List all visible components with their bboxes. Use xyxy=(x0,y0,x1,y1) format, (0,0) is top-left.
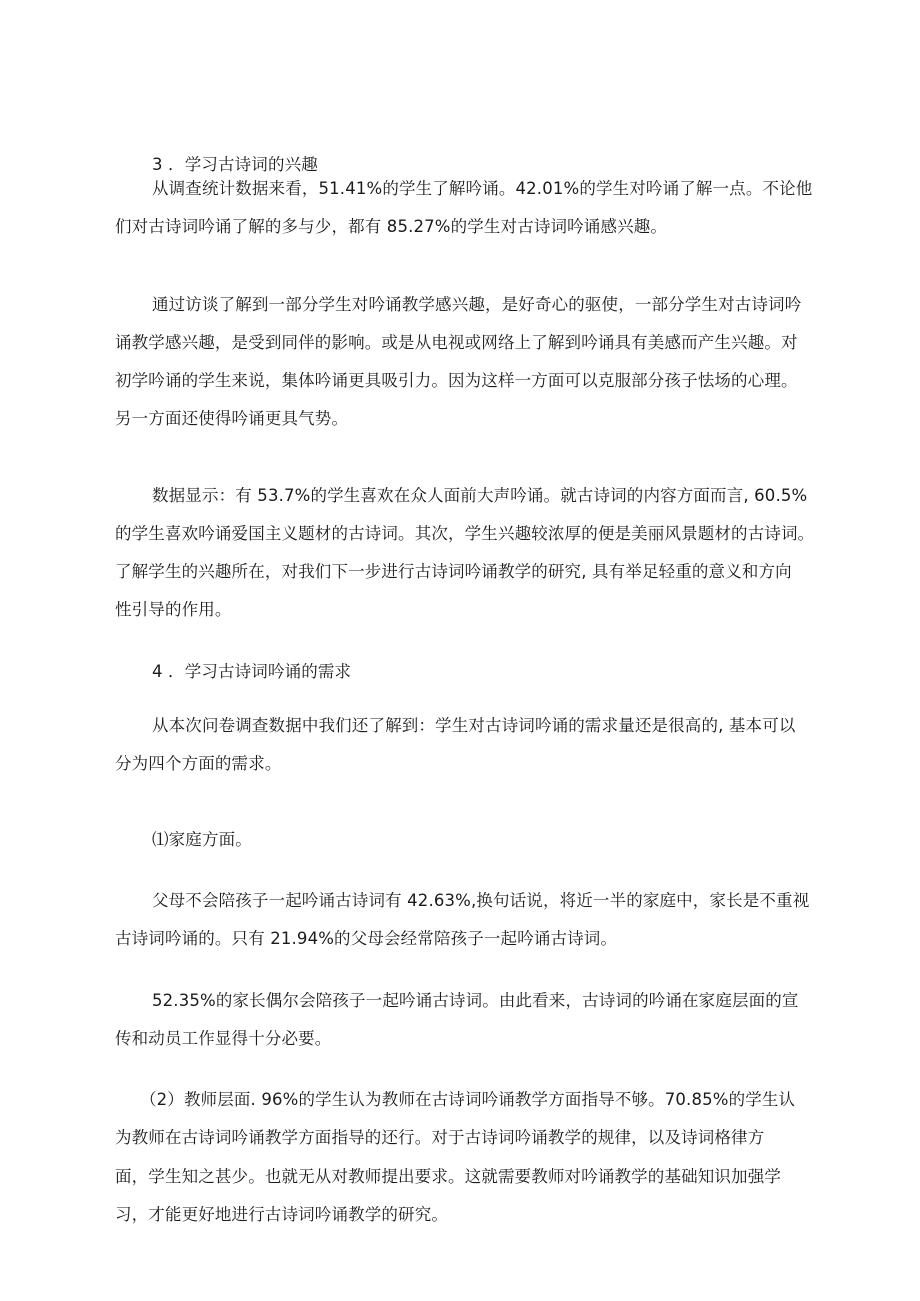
paragraph-line: 为教师在古诗词吟诵教学方面指导的还行。对于古诗词吟诵教学的规律，以及诗词格律方 xyxy=(115,1128,765,1147)
paragraph-line: 初学吟诵的学生来说，集体吟诵更具吸引力。因为这样一方面可以克服部分孩子怯场的心理。 xyxy=(115,371,798,390)
paragraph-line: 从调查统计数据来看，51.41%的学生了解吟诵。42.01%的学生对吟诵了解一点。不论他 xyxy=(152,179,813,198)
paragraph-line: 性引导的作用。 xyxy=(115,600,232,619)
paragraph-line: 的学生喜欢吟诵爱国主义题材的古诗词。其次，学生兴趣较浓厚的便是美丽风景题材的古诗词。 xyxy=(115,524,815,543)
paragraph-line: 面，学生知之甚少。也就无从对教师提出要求。这就需要教师对吟诵教学的基础知识加强学 xyxy=(115,1167,781,1186)
paragraph-line: 传和动员工作显得十分必要。 xyxy=(115,1029,332,1048)
paragraph-line: 另一方面还使得吟诵更具气势。 xyxy=(115,409,349,428)
paragraph-line: （2）教师层面. 96%的学生认为教师在古诗词吟诵教学方面指导不够。70.85%的学生认 xyxy=(140,1090,796,1109)
section-4-heading: 4 ．学习古诗词吟诵的需求 xyxy=(152,662,352,681)
paragraph-line: 从本次问卷调查数据中我们还了解到：学生对古诗词吟诵的需求量还是很高的, 基本可以 xyxy=(152,716,796,735)
paragraph-line: 分为四个方面的需求。 xyxy=(115,754,282,773)
list-item-family: ⑴家庭方面。 xyxy=(152,830,252,849)
paragraph-line: 们对古诗词吟诵了解的多与少，都有 85.27%的学生对古诗词吟诵感兴趣。 xyxy=(115,217,668,236)
paragraph-line: 古诗词吟诵的。只有 21.94%的父母会经常陪孩子一起吟诵古诗词。 xyxy=(115,929,618,948)
paragraph-line: 诵教学感兴趣，是受到同伴的影响。或是从电视或网络上了解到吟诵具有美感而产生兴趣。对 xyxy=(115,333,798,352)
paragraph-line: 父母不会陪孩子一起吟诵古诗词有 42.63%,换句话说，将近一半的家庭中，家长是不重视 xyxy=(152,891,810,910)
paragraph-line: 了解学生的兴趣所在，对我们下一步进行古诗词吟诵教学的研究, 具有举足轻重的意义和方向 xyxy=(115,562,792,581)
section-3-heading: 3 ．学习古诗词的兴趣 xyxy=(152,155,318,174)
paragraph-line: 习，才能更好地进行古诗词吟诵教学的研究。 xyxy=(115,1205,448,1224)
paragraph-line: 52.35%的家长偶尔会陪孩子一起吟诵古诗词。由此看来，古诗词的吟诵在家庭层面的宣 xyxy=(152,991,799,1010)
paragraph-line: 通过访谈了解到一部分学生对吟诵教学感兴趣，是好奇心的驱使，一部分学生对古诗词吟 xyxy=(152,295,802,314)
paragraph-line: 数据显示：有 53.7%的学生喜欢在众人面前大声吟诵。就古诗词的内容方面而言, 60.5% xyxy=(152,486,808,505)
